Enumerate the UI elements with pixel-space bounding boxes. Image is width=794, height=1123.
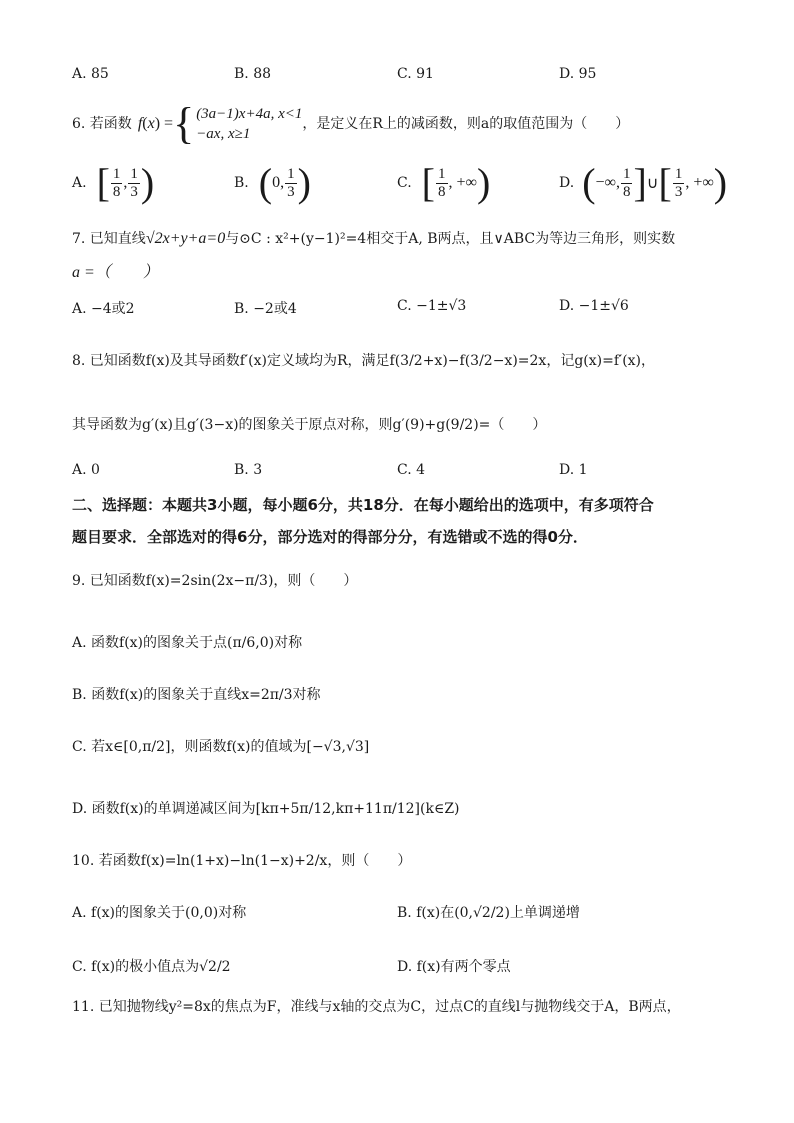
- q6-case-2: −ax, x≥1: [196, 126, 251, 142]
- q8-option-c: C. 4: [397, 462, 426, 478]
- q9-option-b: B. 函数f(x)的图象关于直线x=2π/3对称: [72, 687, 321, 703]
- question-9-stem: 9. 已知函数f(x)=2sin(2x−π/3)，则（ ）: [72, 573, 358, 589]
- q5-option-d: D. 95: [559, 66, 597, 82]
- q10-option-c: C. f(x)的极小值点为√2/2: [72, 959, 231, 975]
- q8-option-d: D. 1: [559, 462, 588, 478]
- q7-circle-text: 与⊙C : x²+(y−1)²=4相交于A, B两点，且∨ABC为等边三角形，则实数: [225, 231, 676, 247]
- q7-option-a: A. −4或2: [72, 301, 135, 317]
- q7-option-c: C. −1±√3: [397, 298, 467, 314]
- q9-option-d: D. 函数f(x)的单调递减区间为[kπ+5π/12,kπ+11π/12](k∈Z): [72, 801, 460, 817]
- q5-option-c: C. 91: [397, 66, 434, 82]
- q10-option-b: B. f(x)在(0,√2/2)上单调递增: [397, 905, 580, 921]
- question-11-stem: 11. 已知抛物线y²=8x的焦点为F，准线与x轴的交点为C，过点C的直线l与抛物线交于A，B两点，: [72, 999, 681, 1015]
- question-10-stem: 10. 若函数f(x)=ln(1+x)−ln(1−x)+2/x，则（ ）: [72, 853, 412, 869]
- q7-option-d: D. −1±√6: [559, 298, 629, 314]
- q9-option-c: C. 若x∈[0,π/2]，则函数f(x)的值域为[−√3,√3]: [72, 739, 370, 755]
- section-2-heading-line-1: 二、选择题：本题共3小题，每小题6分，共18分．在每小题给出的选项中，有多项符合: [72, 496, 654, 514]
- question-7-stem: [72, 228, 754, 250]
- q7-option-b: B. −2或4: [234, 301, 297, 317]
- q7-answer-blank: a =（ ）: [72, 264, 159, 281]
- q7-prefix: 7. 已知直线: [72, 231, 146, 247]
- q6-piecewise: { (3a−1)x+4a, x<1 −ax, x≥1: [173, 99, 303, 148]
- q5-option-b: B. 88: [234, 66, 272, 82]
- q7-line-equation: √2x+y+a=0: [145, 230, 226, 247]
- q10-option-d: D. f(x)有两个零点: [397, 959, 511, 975]
- question-8-line-1: 8. 已知函数f(x)及其导函数f′(x)定义域均为R，满足f(3/2+x)−f(3/2−x)=2x，记g(x)=f′(x)，: [72, 353, 656, 369]
- q10-option-a: A. f(x)的图象关于(0,0)对称: [72, 905, 247, 921]
- q6-option-b: B. ( 0, $\frac{1}{3}$ ): [234, 160, 311, 205]
- q6-prefix: 6. 若函数: [72, 116, 132, 132]
- q6-option-c: C. [ $\frac{1}{8}$ , +∞ ): [397, 160, 491, 205]
- q6-case-1: (3a−1)x+4a, x<1: [196, 106, 303, 122]
- q8-option-a: A. 0: [72, 462, 100, 478]
- question-6-stem: 6. 若函数 f ( x ) = { (3a−1)x+4a, x<1 −ax, x≥1 ，是定义在R上的减函数，则a的取值范围为（ ）: [72, 99, 630, 148]
- q9-option-a: A. 函数f(x)的图象关于点(π/6,0)对称: [72, 635, 303, 651]
- q6-option-a: A. [ $\frac{1}{8}$ , $\frac{1}{3}$ ): [72, 160, 155, 205]
- q6-suffix: ，是定义在R上的减函数，则a的取值范围为（ ）: [302, 116, 630, 132]
- question-8-line-2: 其导函数为g′(x)且g′(3−x)的图象关于原点对称，则g′(9)+g(9/2)=（ ）: [72, 417, 547, 433]
- q5-option-a: A. 85: [72, 66, 109, 82]
- q6-option-d: D. ( −∞, $\frac{1}{8}$ ] ∪ [ $\frac{1}{3}$ , +∞ ): [559, 160, 728, 205]
- q8-option-b: B. 3: [234, 462, 263, 478]
- section-2-heading-line-2: 题目要求．全部选对的得6分，部分选对的得部分分，有选错或不选的得0分．: [72, 528, 588, 546]
